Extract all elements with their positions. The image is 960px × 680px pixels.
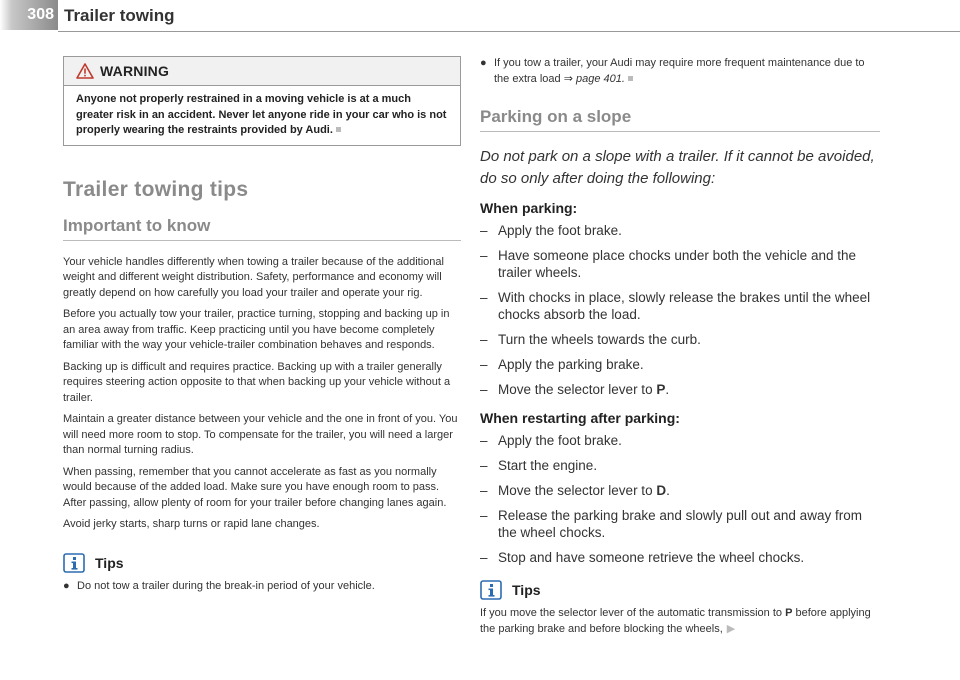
step-item: – Move the selector lever to D. <box>480 483 670 498</box>
section-title: Trailer towing tips <box>63 177 249 201</box>
parking-heading <box>480 107 880 132</box>
tips-title: Tips <box>95 554 124 571</box>
info-icon <box>480 580 504 600</box>
chapter-title: Trailer towing <box>64 6 175 25</box>
paragraph: Maintain a greater distance between your vehicle and the one in front of you. You will need more room to stop. To compensate for the trailer, you will need a larger than normal turning radius. <box>63 413 458 456</box>
tips-bullet-text: Do not tow a trailer during the break-in period of your vehicle. <box>77 579 375 592</box>
maintenance-bullet <box>480 56 880 87</box>
warning-header <box>64 57 460 86</box>
header-rule <box>58 31 960 32</box>
when-restarting-heading: When restarting after parking: <box>480 410 680 426</box>
left-column <box>63 56 461 594</box>
tips-heading <box>480 580 880 600</box>
warning-box <box>63 56 461 146</box>
paragraph: Your vehicle handles differently when towing a trailer because of the additional weight and different weight distribution. Safety, performance and economy will greatly depend on how carefully you load your trailer and operate your rig. <box>63 255 444 299</box>
step-item: – With chocks in place, slowly release the brakes until the wheel chocks absorb the load. <box>480 290 871 322</box>
page-number: 308 <box>0 0 58 30</box>
bullet-icon: ● <box>480 57 487 69</box>
parking-title: Parking on a slope <box>480 107 880 132</box>
paragraph: Backing up is difficult and requires practice. Backing up with a trailer generally requires steering action opposite to that when backing up your vehicle without a trailer. <box>63 360 451 404</box>
info-icon <box>63 553 87 573</box>
step-item: – Stop and have someone retrieve the wheel chocks. <box>480 550 805 565</box>
subsection-title: Important to know <box>63 216 461 241</box>
tips-text: If you move the selector lever of the automatic transmission to P before applying the parking brake and before blocking the wheels, ▶ <box>480 607 871 635</box>
continue-arrow-icon: ▶ <box>726 622 736 635</box>
tips-title: Tips <box>512 582 541 598</box>
parking-intro: Do not park on a slope with a trailer. If it cannot be avoided, do so only after doing the following: <box>480 148 875 187</box>
step-item: – Turn the wheels towards the curb. <box>480 332 701 347</box>
paragraph: Before you actually tow your trailer, practice turning, stopping and backing up in an area away from traffic. Keep practicing until you have become completely familiar with the way your vehicle-trailer combination behaves and responds. <box>63 308 450 351</box>
end-mark-icon <box>336 127 341 132</box>
bullet-icon: ● <box>63 579 70 592</box>
when-parking-heading: When parking: <box>480 200 578 216</box>
paragraph: When passing, remember that you cannot accelerate as fast as you normally would because of the added load. Make sure you have enough room to pass. After passing, allow plenty of room for your trailer before changing lanes again. <box>63 465 447 509</box>
warning-triangle-icon <box>76 63 94 79</box>
subsection-heading <box>63 216 461 241</box>
page-reference-link[interactable]: ⇒ page 401. <box>563 72 625 85</box>
tips-heading <box>63 553 461 573</box>
step-item: – Move the selector lever to P. <box>480 382 670 397</box>
right-column <box>480 56 880 637</box>
end-mark-icon <box>628 76 633 81</box>
warning-title: WARNING <box>100 63 170 79</box>
step-item: – Release the parking brake and slowly pull out and away from the wheel chocks. <box>480 508 862 540</box>
warning-text: Anyone not properly restrained in a moving vehicle is at a much greater risk in an accident. Never let anyone ride in your car who is not properly wearing the restraints provided by Audi. <box>76 93 447 136</box>
maintenance-text: If you tow a trailer, your Audi may require more frequent maintenance due to the extra load <box>494 57 865 85</box>
step-item: – Have someone place chocks under both the vehicle and the trailer wheels. <box>480 248 856 280</box>
step-item: – Apply the parking brake. <box>480 357 644 372</box>
step-item: – Apply the foot brake. <box>480 223 622 238</box>
step-item: – Apply the foot brake. <box>480 433 622 448</box>
warning-body <box>64 86 460 145</box>
paragraph: Avoid jerky starts, sharp turns or rapid lane changes. <box>63 518 320 530</box>
step-item: – Start the engine. <box>480 458 598 473</box>
tips-bullet <box>63 579 461 595</box>
